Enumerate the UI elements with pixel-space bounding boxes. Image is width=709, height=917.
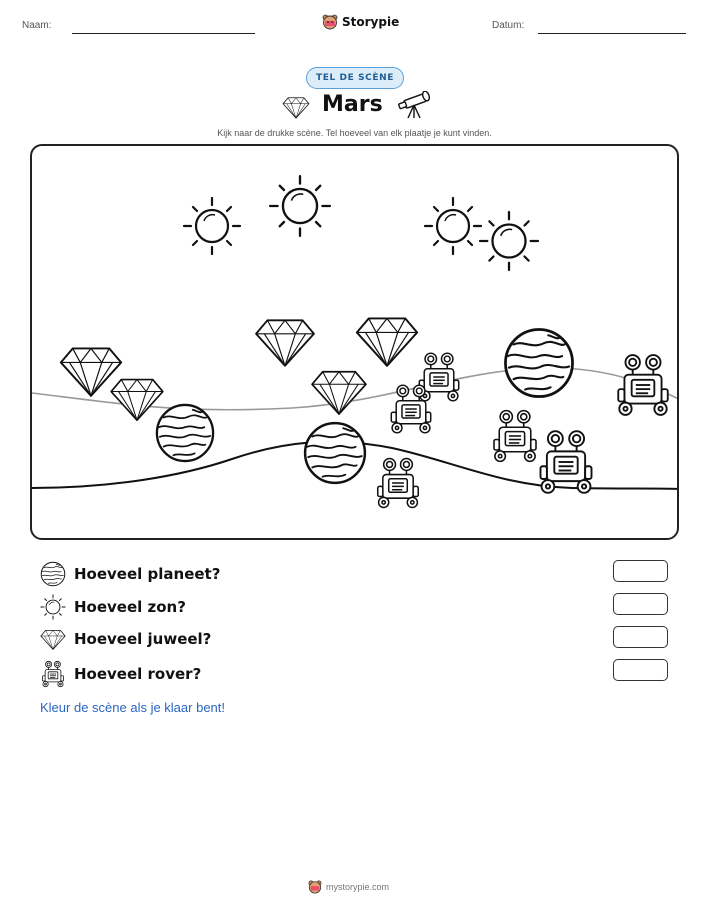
bear-icon [308, 880, 322, 894]
answer-box-sun[interactable] [613, 593, 668, 615]
brand-logo [322, 14, 399, 30]
footer-url[interactable]: mystorypie.com [326, 882, 390, 892]
planet-icon [505, 329, 572, 396]
question-rover [40, 660, 201, 688]
brand-name: Storypie [342, 15, 400, 29]
planet-icon [157, 405, 213, 461]
footer [308, 880, 389, 894]
date-line[interactable] [538, 33, 686, 34]
name-label: Naam: [22, 20, 52, 31]
bear-icon [322, 14, 338, 30]
gem-icon [40, 627, 66, 651]
rover-icon [541, 431, 592, 493]
rover-icon [40, 660, 66, 688]
telescope-icon [396, 91, 432, 119]
scene-illustration [32, 146, 679, 540]
sun-icon [425, 198, 481, 254]
date-label: Datum: [492, 20, 525, 31]
question-gem [40, 627, 211, 651]
question-sun [40, 594, 186, 620]
gem-icon [61, 348, 121, 395]
answer-box-rover[interactable] [613, 659, 668, 681]
rover-icon [378, 459, 419, 508]
name-line[interactable] [72, 33, 255, 34]
answer-box-gem[interactable] [613, 626, 668, 648]
counting-scene [30, 144, 679, 540]
question-text: Hoeveel juweel? [74, 630, 212, 648]
rover-icon [391, 385, 430, 433]
question-planet [40, 561, 220, 587]
planet-icon [305, 423, 365, 483]
question-text: Hoeveel zon? [74, 598, 186, 616]
question-text: Hoeveel rover? [74, 665, 202, 683]
sun-icon [480, 212, 538, 270]
page-title: Mars [322, 92, 383, 117]
gem-icon [312, 372, 366, 414]
instructions: Kijk naar de drukke scène. Tel hoeveel van elk plaatje je kunt vinden. [217, 128, 492, 138]
activity-badge: TEL DE SCÈNE [306, 67, 404, 89]
answer-box-planet[interactable] [613, 560, 668, 582]
sun-icon [184, 198, 240, 254]
sun-icon [270, 176, 330, 236]
gem-icon [282, 95, 310, 119]
sun-icon [40, 594, 66, 620]
question-text: Hoeveel planeet? [74, 565, 221, 583]
gem-icon [357, 318, 417, 365]
planet-icon [40, 561, 66, 587]
coloring-note: Kleur de scène als je klaar bent! [40, 700, 225, 715]
rover-icon [618, 355, 668, 415]
gem-icon [111, 380, 163, 421]
rover-icon [494, 411, 536, 462]
rover-icon [419, 353, 458, 401]
gem-icon [256, 320, 314, 365]
